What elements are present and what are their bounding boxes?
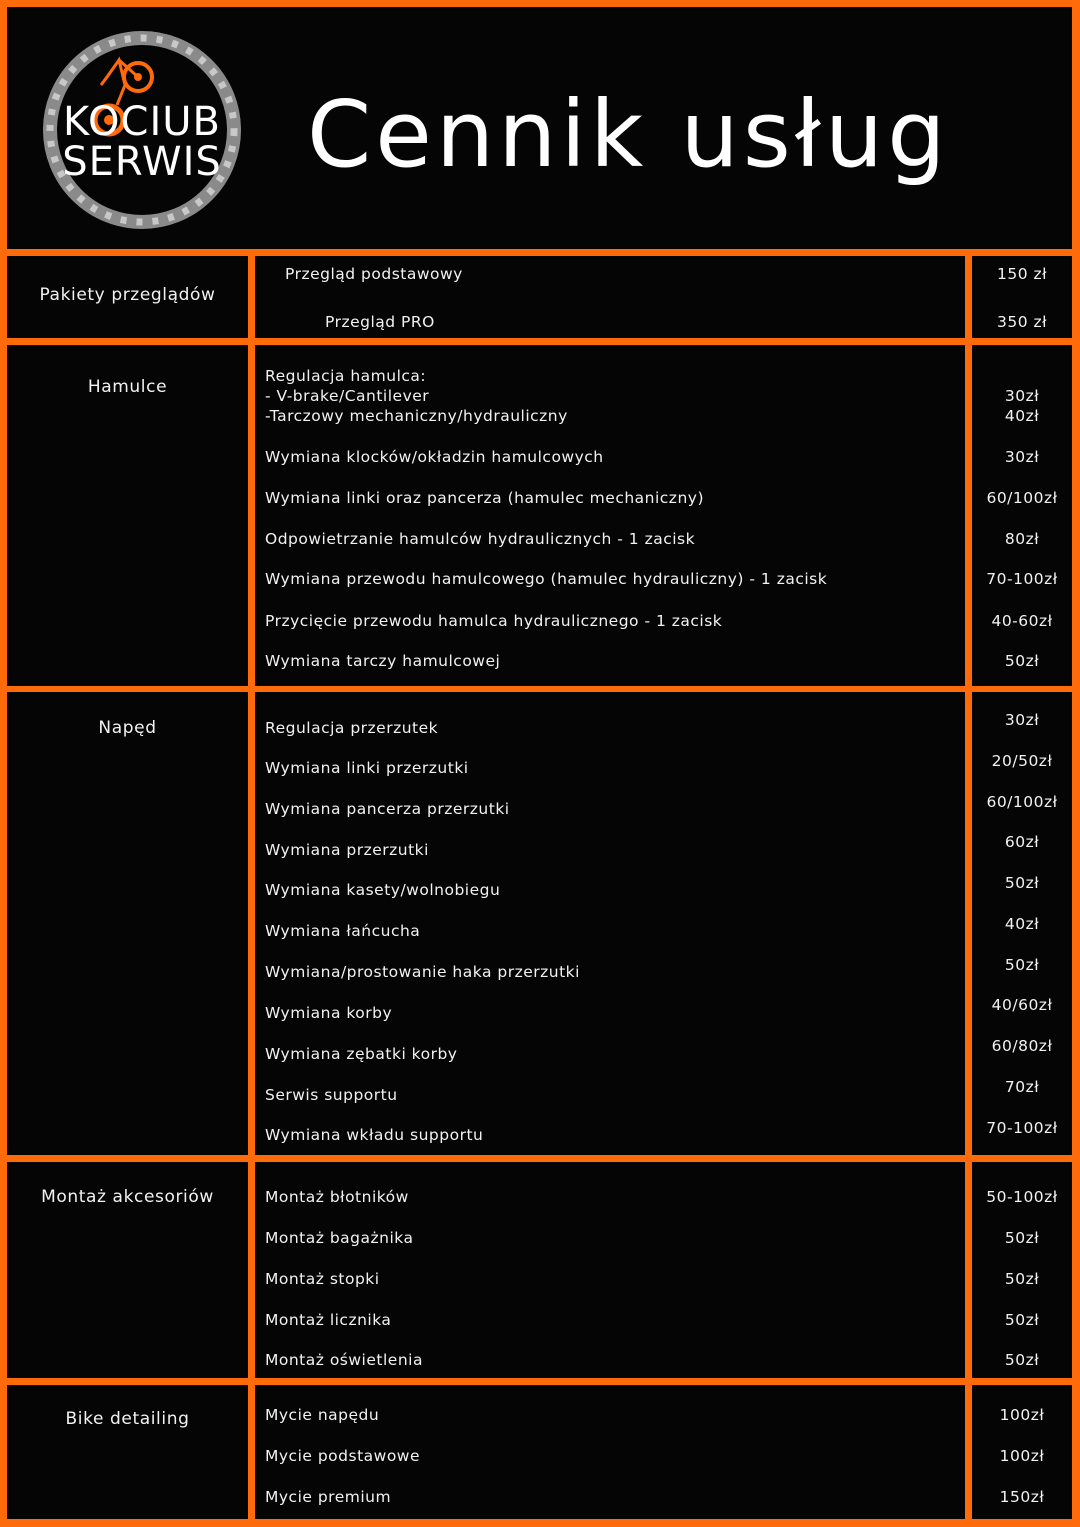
service-item: -Tarczowy mechaniczny/hydrauliczny (265, 407, 568, 425)
service-item: Montaż błotników (265, 1188, 409, 1206)
service-item: Przycięcie przewodu hamulca hydraulicznego - 1 zacisk (265, 612, 723, 630)
service-item: Mycie podstawowe (265, 1447, 421, 1465)
category-label: Napęd (98, 718, 157, 738)
price-cell (972, 256, 1072, 338)
category-label: Pakiety przeglądów (39, 285, 216, 305)
category-label: Montaż akcesoriów (41, 1187, 214, 1207)
price: 50zł (1004, 1351, 1040, 1369)
price-cell (972, 692, 1072, 1155)
price: 100zł (999, 1447, 1045, 1465)
service-item: Wymiana korby (265, 1004, 393, 1022)
service-item: - V-brake/Cantilever (265, 387, 430, 405)
price: 70-100zł (986, 1119, 1058, 1137)
items-cell (255, 256, 965, 338)
price: 60/100zł (986, 489, 1058, 507)
price: 50zł (1004, 652, 1040, 670)
service-item: Wymiana wkładu supportu (265, 1126, 484, 1144)
price: 70zł (1004, 1078, 1040, 1096)
price: 60/100zł (986, 793, 1058, 811)
items-cell (255, 1162, 965, 1378)
service-item: Mycie premium (265, 1488, 392, 1506)
price: 60/80zł (991, 1037, 1053, 1055)
items-cell (255, 345, 965, 686)
service-item: Wymiana linki przerzutki (265, 759, 469, 777)
price-cell (972, 345, 1072, 686)
service-item: Montaż stopki (265, 1270, 380, 1288)
price: 150zł (999, 1488, 1045, 1506)
service-item: Wymiana przerzutki (265, 841, 429, 859)
logo-line2: SERWIS (62, 139, 222, 185)
service-item: Mycie napędu (265, 1406, 380, 1424)
category-cell (7, 692, 248, 1155)
price: 40zł (1004, 407, 1040, 425)
service-item: Wymiana/prostowanie haka przerzutki (265, 963, 580, 981)
service-item: Montaż oświetlenia (265, 1351, 423, 1369)
service-item: Wymiana tarczy hamulcowej (265, 652, 501, 670)
price: 350 zł (996, 313, 1048, 331)
page-title: Cennik usług (307, 81, 950, 188)
price: 20/50zł (991, 752, 1053, 770)
items-cell (255, 692, 965, 1155)
service-item: Wymiana przewodu hamulcowego (hamulec hydrauliczny) - 1 zacisk (265, 570, 828, 588)
price-cell (972, 1162, 1072, 1378)
price: 50zł (1004, 874, 1040, 892)
logo-line1: KOCIUB (63, 99, 221, 145)
price: 150 zł (996, 265, 1048, 283)
service-item: Regulacja przerzutek (265, 719, 439, 737)
service-item: Przegląd podstawowy (285, 265, 463, 283)
category-label: Bike detailing (65, 1409, 190, 1429)
service-item: Regulacja hamulca: (265, 367, 427, 385)
category-cell (7, 1162, 248, 1378)
service-item: Wymiana kasety/wolnobiegu (265, 881, 501, 899)
price: 50zł (1004, 1229, 1040, 1247)
price: 50zł (1004, 1311, 1040, 1329)
service-item: Wymiana pancerza przerzutki (265, 800, 510, 818)
price: 50-100zł (986, 1188, 1058, 1206)
price: 30zł (1004, 448, 1040, 466)
service-item: Wymiana zębatki korby (265, 1045, 458, 1063)
category-cell (7, 256, 248, 338)
service-item: Wymiana łańcucha (265, 922, 421, 940)
service-item: Serwis supportu (265, 1086, 398, 1104)
price: 30zł (1004, 711, 1040, 729)
service-item: Odpowietrzanie hamulców hydraulicznych - 1 zacisk (265, 530, 696, 548)
price: 60zł (1004, 833, 1040, 851)
bike-chain-logo-icon (37, 25, 247, 235)
category-cell (7, 345, 248, 686)
price: 70-100zł (986, 570, 1058, 588)
header (7, 7, 1072, 249)
price: 40-60zł (991, 612, 1053, 630)
price: 50zł (1004, 956, 1040, 974)
price: 50zł (1004, 1270, 1040, 1288)
category-label: Hamulce (87, 377, 168, 397)
service-item: Wymiana klocków/okładzin hamulcowych (265, 448, 604, 466)
category-cell (7, 1385, 248, 1519)
service-item: Wymiana linki oraz pancerza (hamulec mechaniczny) (265, 489, 704, 507)
service-item: Montaż licznika (265, 1311, 392, 1329)
service-item: Przegląd PRO (325, 313, 435, 331)
price: 40/60zł (991, 996, 1053, 1014)
price: 30zł (1004, 387, 1040, 405)
price-cell (972, 1385, 1072, 1519)
items-cell (255, 1385, 965, 1519)
price: 100zł (999, 1406, 1045, 1424)
price: 40zł (1004, 915, 1040, 933)
price: 80zł (1004, 530, 1040, 548)
service-item: Montaż bagażnika (265, 1229, 414, 1247)
